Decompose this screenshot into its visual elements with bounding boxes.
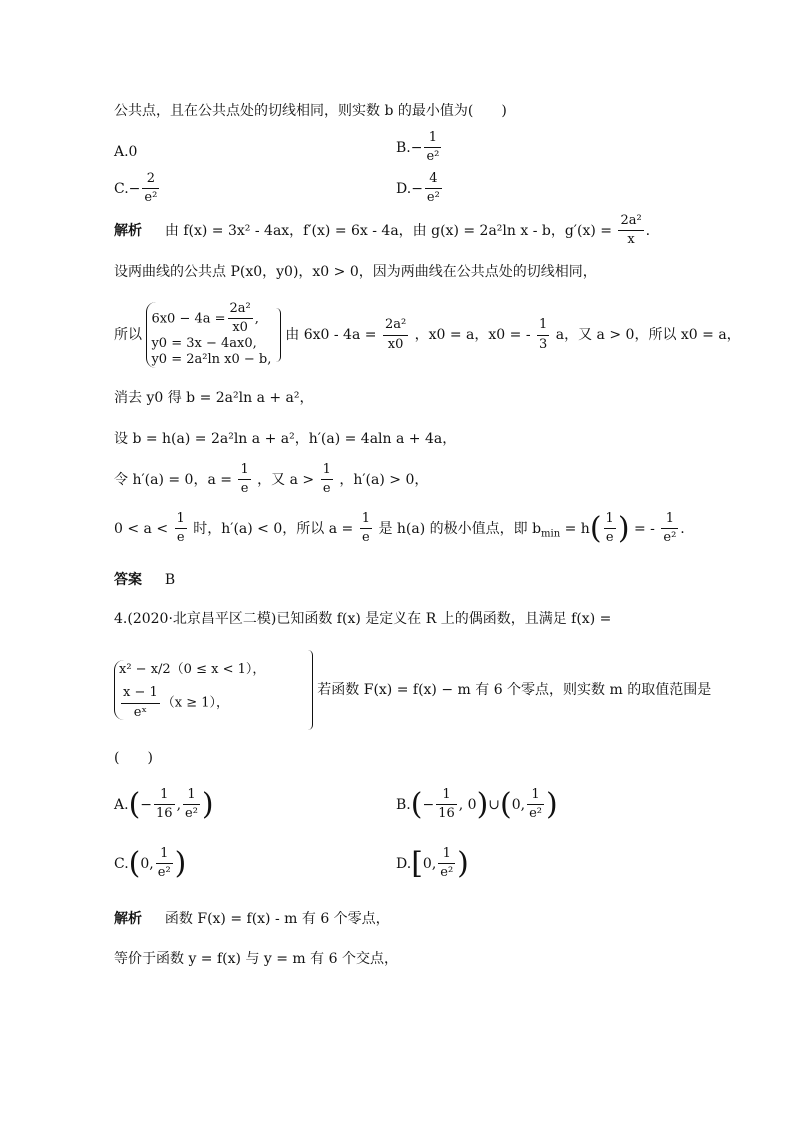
q4-analysis-line1: 解析 函数 F(x) = f(x) - m 有 6 个零点， xyxy=(114,911,390,927)
option-b-label: B. xyxy=(396,139,411,156)
answer-value: B xyxy=(164,572,176,588)
q4-analysis-line2: 等价于函数 y = f(x) 与 y = m 有 6 个交点， xyxy=(114,951,398,967)
equation-system: 6x0 − 4a = $\frac{\text{2a²}}{x0}$ , y0 = 3x − 4ax0, y0 = 2a²ln x0 − b, xyxy=(146,302,271,368)
q3-analysis-line1: 解析 由 f(x) = 3x² - 4ax，f′(x) = 6x - 4a，由 g(x) = 2a²ln x - b，g′(x) = $\frac{\text{2a²}}{x}$ . xyxy=(114,213,651,248)
q4-stem: 4.(2020·北京昌平区二模)已知函数 f(x) 是定义在 R 上的偶函数，且满足 f(x) = xyxy=(114,611,612,627)
q4-option-a-label: A. xyxy=(114,796,129,813)
q3-option-c[interactable]: C.− $\frac{2}{\text{e²}}$ xyxy=(114,171,158,206)
q4-analysis-label: 解析 xyxy=(114,911,142,927)
option-d-label: D. xyxy=(396,180,412,197)
q3-analysis-line7: 0 < a < $\frac{1}{e}$ 时，h′(a) < 0，所以 a = $\frac{1}{e}$ 是 h(a) 的极小值点，即 $b_{min} = h$( $\frac{1}{e}$ ) = - $\frac{1}{\text{e²}}$ . xyxy=(114,510,685,546)
q4-piecewise: x² − x/2（0 ≤ x < 1）， $\frac{x - 1}{\text{eˣ}}$ （x ≥ 1）， 若函数 F(x) = f(x) − m 有 6 个零点，则实数 m 的取值范围是 xyxy=(114,650,711,730)
q3-analysis-line2: 设两曲线的公共点 P(x0，y0)，x0 > 0，因为两曲线在公共点处的切线相同， xyxy=(114,264,597,280)
q4-option-d[interactable]: D.[0, $\frac{1}{\text{e²}}$ ) xyxy=(396,845,469,881)
q4-option-c[interactable]: C.(0, $\frac{1}{\text{e²}}$ ) xyxy=(114,845,187,881)
q4-option-b[interactable]: B.(− $\frac{1}{16}$ , 0)∪(0, $\frac{1}{\text{e²}}$ ) xyxy=(396,786,558,822)
analysis-label: 解析 xyxy=(114,222,142,239)
q3-stem: 公共点，且在公共点处的切线相同，则实数 b 的最小值为( ) xyxy=(114,103,507,119)
q3-analysis-line4: 消去 y0 得 b = 2a²ln a + a²， xyxy=(114,390,314,406)
answer-label: 答案 xyxy=(114,572,142,588)
q4-paren: ( ) xyxy=(114,750,153,766)
q3-answer xyxy=(114,573,175,587)
so-label: 所以 xyxy=(114,327,142,344)
q3-analysis-line3: 所以 6x0 − 4a = $\frac{\text{2a²}}{x0}$ , y0 = 3x − 4ax0, y0 = 2a²ln x0 − b, 由 6x0 - 4a = $\frac{\text{2a²}}{x0}$ ，x0 = a，x0 = - $\frac{1}{3}$ a，又 a > 0，所以 x0 = a， xyxy=(114,301,741,367)
q3-option-d[interactable]: D.− $\frac{4}{\text{e²}}$ xyxy=(396,171,440,206)
q4-option-d-label: D. xyxy=(396,855,412,872)
q4-option-b-label: B. xyxy=(396,796,411,813)
q3-option-b[interactable]: B.− $\frac{1}{\text{e²}}$ xyxy=(396,130,440,165)
analysis-text: 由 f(x) = 3x² - 4ax，f′(x) = 6x - 4a，由 g(x) = 2a²ln x - b，g′(x) = xyxy=(164,222,612,239)
q4-option-c-label: C. xyxy=(114,855,129,872)
q4-option-a[interactable]: A.(− $\frac{1}{16}$ , $\frac{1}{\text{e²}}$ ) xyxy=(114,786,214,822)
q3-analysis-line5: 设 b = h(a) = 2a²ln a + a²，h′(a) = 4aln a + 4a， xyxy=(114,431,457,447)
piecewise-system: x² − x/2（0 ≤ x < 1）， $\frac{x - 1}{\text{eˣ}}$ （x ≥ 1）， xyxy=(114,660,265,720)
option-c-label: C. xyxy=(114,180,129,197)
q3-option-a[interactable]: A.0 xyxy=(114,144,138,160)
q3-analysis-line6: 令 h′(a) = 0，a = $\frac{1}{e}$ ，又 a > $\frac{1}{e}$ ，h′(a) > 0， xyxy=(114,462,429,497)
